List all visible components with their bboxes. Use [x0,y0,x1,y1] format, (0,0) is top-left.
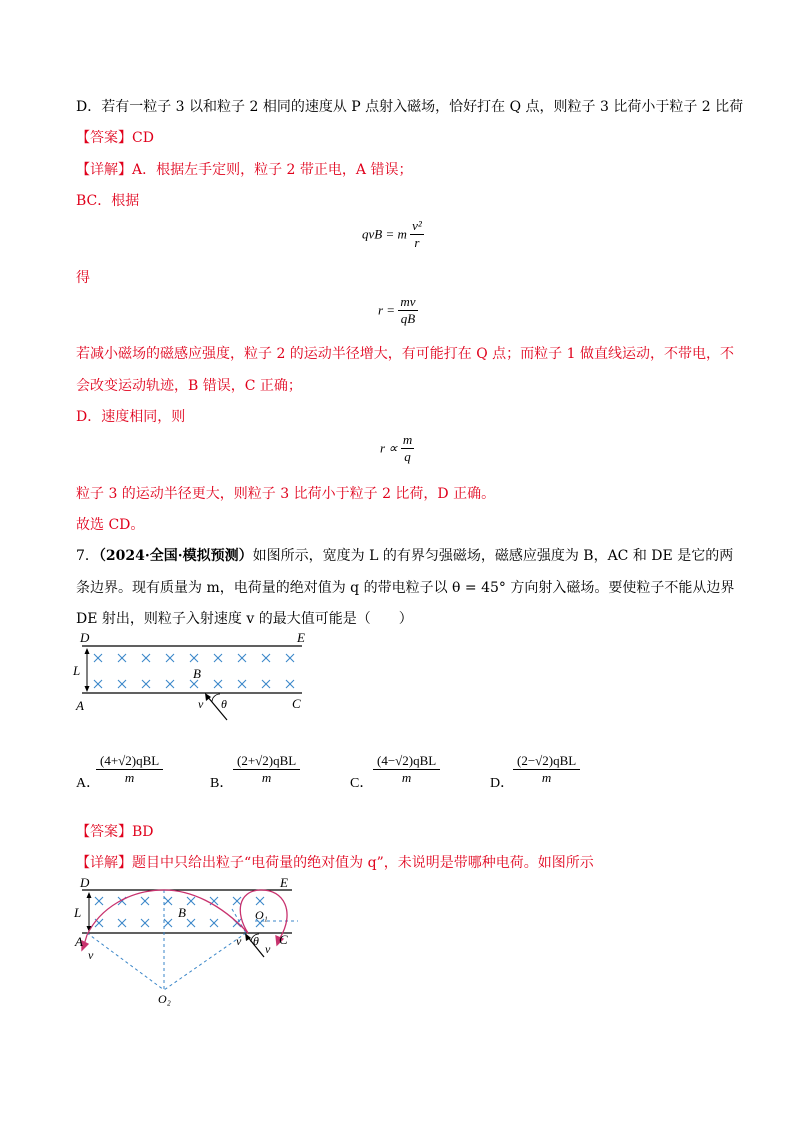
q6-detail-1: 【详解】A．根据左手定则，粒子 2 带正电，A 错误； [76,162,413,178]
field-cross [238,654,246,662]
field-cross [118,654,126,662]
eq3-fraction [401,432,414,465]
field-cross [210,919,218,927]
q6-detail-2: BC．根据 [76,193,140,209]
q6-option-d: D．若有一粒子 3 以和粒子 2 相同的速度从 P 点射入磁场，恰好打在 Q 点，则粒子 3 比荷小于粒子 2 比荷 [76,99,744,115]
field-cross [262,680,270,688]
option-b-denominator: m [261,770,272,785]
label-e: E [297,630,305,645]
field-cross [118,919,126,927]
option-c-numerator: (4−√2)qBL [373,753,440,770]
field-cross [214,680,222,688]
q7-stem-line-2: 条边界。现有质量为 m，电荷量的绝对值为 q 的带电粒子以 θ = 45° 方向射入磁场。要使粒子不能从边界 [76,580,735,596]
figure-magnetic-field-2 [70,873,310,1008]
option-d [513,753,580,786]
eq2-lhs: r = [378,302,396,318]
option-a [96,753,163,786]
field-cross [286,680,294,688]
label-a-2: A [75,934,83,949]
q6-detail-6: 粒子 3 的运动半径更大，则粒子 3 比荷小于粒子 2 比荷，D 正确。 [76,486,496,502]
option-b-numerator: (2+√2)qBL [233,753,300,770]
field-cross [166,654,174,662]
field-cross [164,919,172,927]
eq2-denominator: qB [400,311,416,326]
option-d-numerator: (2−√2)qBL [513,753,580,770]
field-cross [142,654,150,662]
option-d-label: D． [490,776,515,791]
label-v: v [198,697,204,711]
field-cross [262,654,270,662]
field-cross [94,654,102,662]
label-v-left: v [88,948,94,962]
eq2-numerator: mv [400,294,416,309]
field-cross [190,654,198,662]
option-c-label: C． [350,776,374,791]
option-b-label: B． [210,776,234,791]
q7-stem-line-3: DE 射出，则粒子入射速度 v 的最大值可能是（ ） [76,611,413,627]
q6-detail-4: 会改变运动轨迹，B 错误，C 正确； [76,378,302,394]
label-e-2: E [280,875,288,890]
option-b [233,753,300,786]
equation-3 [380,432,414,465]
q7-source: （2024·全国·模拟预测） [98,548,253,564]
field-cross [238,680,246,688]
eq1-denominator: r [414,235,420,250]
q7-number: 7． [76,548,99,564]
label-d: D [80,630,90,645]
q7-text-1: 如图所示，宽度为 L 的有界匀强磁场，磁感应强度为 B，AC 和 DE 是它的两 [252,548,734,564]
label-b-2: B [178,905,186,920]
field-cross [141,897,149,905]
q7-detail: 【详解】题目中只给出粒子“电荷量的绝对值为 q”，未说明是带哪种电荷。如图所示 [76,855,594,871]
option-d-denominator: m [541,770,552,785]
field-cross [164,897,172,905]
option-c-denominator: m [401,770,412,785]
label-l-2: L [74,905,82,920]
field-cross [166,680,174,688]
label-theta-2: θ [253,934,259,948]
field-cross [233,897,241,905]
eq1-fraction [410,218,424,251]
label-v-entry: v [236,934,242,948]
figure-magnetic-field-1 [70,628,310,728]
label-d-2: D [80,875,90,890]
equation-1 [362,218,424,251]
field-cross [187,919,195,927]
label-a: A [76,698,84,713]
eq3-denominator: q [404,449,411,464]
eq3-lhs: r ∝ [380,440,398,456]
eq2-fraction [398,294,417,327]
option-a-numerator: (4+√2)qBL [96,753,163,770]
option-a-denominator: m [124,770,135,785]
equation-2 [378,294,418,327]
label-o2: O₂ [158,992,171,1006]
option-a-label: A． [76,776,101,791]
label-c: C [292,696,301,711]
label-l: L [73,663,81,678]
q7-stem-line-1 [76,546,733,566]
field-cross [95,897,103,905]
label-c-2: C [279,932,288,947]
word-de: 得 [76,270,90,286]
label-theta: θ [221,697,227,711]
eq3-numerator: m [402,432,413,447]
field-cross [142,680,150,688]
field-cross [141,919,149,927]
field-cross [187,897,195,905]
label-b: B [193,666,201,681]
q6-answer: 【答案】CD [76,130,154,146]
field-cross [94,680,102,688]
option-c [373,753,440,786]
label-o1: O₁ [255,908,268,922]
field-cross [118,680,126,688]
field-cross [214,654,222,662]
q7-answer: 【答案】BD [76,824,154,840]
eq1-lhs: qvB = m [362,226,407,242]
q6-detail-3: 若减小磁场的磁感应强度，粒子 2 的运动半径增大，有可能打在 Q 点；而粒子 1 做直线运动，不带电，不 [76,346,734,362]
field-cross [256,897,264,905]
eq1-numerator: v² [412,218,422,233]
q6-detail-7: 故选 CD。 [76,517,145,533]
field-cross [190,680,198,688]
field-cross [286,654,294,662]
label-v-right: v [265,942,271,956]
q6-detail-5: D．速度相同，则 [76,409,186,425]
